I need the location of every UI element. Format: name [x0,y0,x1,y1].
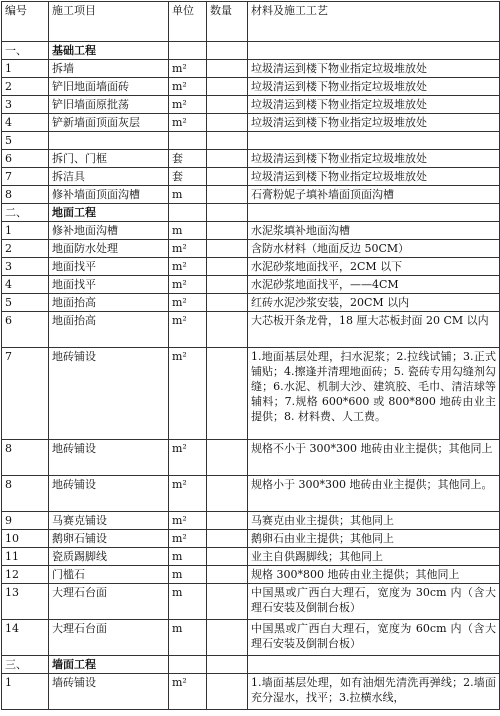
cell-no: 8 [2,476,49,512]
cell-qty [207,42,248,60]
cell-item: 大理石台面 [49,584,169,620]
cell-qty [207,240,248,258]
cell-item: 地面防水处理 [49,240,169,258]
cell-qty [207,512,248,530]
cell-no: 4 [2,276,49,294]
cell-item: 拆墙 [49,60,169,78]
cell-item: 铲旧墙面原批荡 [49,96,169,114]
cell-no: 13 [2,584,49,620]
cell-no: 14 [2,620,49,656]
cell-item: 门槛石 [49,566,169,584]
cell-unit: m² [169,674,207,710]
cell-no: 4 [2,114,49,132]
cell-no: 3 [2,96,49,114]
table-row [2,186,500,204]
cell-desc: 水泥砂浆地面找平，——4CM [248,276,500,294]
table-row [2,240,500,258]
header-desc: 材料及施工工艺 [248,2,500,42]
cell-qty [207,674,248,710]
table-row [2,548,500,566]
cell-no: 一、 [2,42,49,60]
table-row [2,674,500,710]
cell-unit: m² [169,440,207,476]
header-unit: 单位 [169,2,207,42]
cell-qty [207,530,248,548]
cell-unit: m² [169,60,207,78]
cell-unit: m [169,620,207,656]
cell-qty [207,78,248,96]
header-no: 编号 [2,2,49,42]
cell-qty [207,656,248,674]
cell-item: 墙砖铺设 [49,674,169,710]
cell-unit: 套 [169,168,207,186]
table-row [2,150,500,168]
cell-desc: 1.墙面基层处理，如有油烟先清洗再弹线；2.墙面充分湿水，找平；3.拉横水线， [248,674,500,710]
cell-qty [207,168,248,186]
cell-desc: 垃圾清运到楼下物业指定垃圾堆放处 [248,60,500,78]
cell-unit [169,204,207,222]
cell-unit: 套 [169,150,207,168]
cell-desc: 马赛克由业主提供；其他同上 [248,512,500,530]
header-item: 施工项目 [49,2,169,42]
cell-qty [207,566,248,584]
cell-qty [207,258,248,276]
cell-qty [207,222,248,240]
cell-desc: 含防水材料（地面反边 50CM） [248,240,500,258]
table-row [2,476,500,512]
cell-desc [248,132,500,150]
cell-unit: m² [169,78,207,96]
table-row [2,566,500,584]
cell-qty [207,132,248,150]
cell-qty [207,150,248,168]
cell-item: 铲旧地面墙面砖 [49,78,169,96]
cell-desc: 1.地面基层处理，扫水泥浆；2.拉线试铺；3.正式铺贴；4.擦逢并清理地面砖；5. 瓷砖专用勾缝剂勾缝；6.水泥、机制大沙、建筑胶、毛巾、清洁球等辅料；7.规格 600*600 或 800*800 地砖由业主提供；8. 材料费、人工费。 [248,348,500,440]
table-row [2,258,500,276]
cell-no: 8 [2,440,49,476]
cell-desc [248,42,500,60]
cell-no: 7 [2,348,49,440]
cell-qty [207,276,248,294]
cell-unit: m² [169,512,207,530]
header-row [2,2,500,42]
cell-no: 7 [2,168,49,186]
cell-qty [207,60,248,78]
cell-no: 5 [2,132,49,150]
cell-no: 10 [2,530,49,548]
cell-item: 基础工程 [49,42,169,60]
cell-unit: m [169,566,207,584]
cell-item: 铲新墙面顶面灰层 [49,114,169,132]
cell-desc: 水泥砂浆地面找平，2CM 以下 [248,258,500,276]
cell-desc: 规格 300*800 地砖由业主提供；其他同上 [248,566,500,584]
cell-desc: 规格不小于 300*300 地砖由业主提供；其他同上 [248,440,500,476]
cell-item: 地砖铺设 [49,476,169,512]
cell-desc: 大芯板开条龙骨，18 厘大芯板封面 20 CM 以内 [248,312,500,348]
table-row [2,584,500,620]
cell-item: 地面工程 [49,204,169,222]
cell-item: 修补地面沟槽 [49,222,169,240]
cell-item: 地面找平 [49,276,169,294]
cell-unit: m [169,186,207,204]
cell-unit: m² [169,530,207,548]
cell-desc: 垃圾清运到楼下物业指定垃圾堆放处 [248,96,500,114]
cell-qty [207,440,248,476]
cell-unit: m [169,222,207,240]
cell-qty [207,294,248,312]
cell-desc: 垃圾清运到楼下物业指定垃圾堆放处 [248,114,500,132]
cell-unit: m [169,584,207,620]
cell-desc: 中国黑或广西白大理石，宽度为 30cm 内（含大理石安装及倒制台板） [248,584,500,620]
cell-item: 鹅卵石铺设 [49,530,169,548]
table-row [2,620,500,656]
table-row [2,96,500,114]
cell-desc: 业主自供踢脚线；其他同上 [248,548,500,566]
cell-desc: 垃圾清运到楼下物业指定垃圾堆放处 [248,150,500,168]
cell-qty [207,348,248,440]
cell-no: 3 [2,258,49,276]
cell-no: 12 [2,566,49,584]
cell-item: 修补墙面顶面沟槽 [49,186,169,204]
cell-desc: 鹅卵石由业主提供；其他同上 [248,530,500,548]
cell-no: 8 [2,186,49,204]
cell-desc [248,204,500,222]
table-row [2,512,500,530]
cell-unit: m² [169,276,207,294]
cell-desc [248,656,500,674]
cell-desc: 中国黑或广西白大理石，宽度为 60cm 内（含大理石安装及倒制台板） [248,620,500,656]
cell-qty [207,114,248,132]
cell-item: 大理石台面 [49,620,169,656]
cell-desc: 水泥浆填补地面沟槽 [248,222,500,240]
cell-item: 地砖铺设 [49,440,169,476]
table-row [2,222,500,240]
cell-unit: m² [169,294,207,312]
cell-qty [207,312,248,348]
cell-no: 1 [2,674,49,710]
cell-qty [207,548,248,566]
cell-desc: 规格小于 300*300 地砖由业主提供；其他同上。 [248,476,500,512]
cell-item: 拆门、门框 [49,150,169,168]
table-row [2,276,500,294]
cell-unit: m² [169,476,207,512]
table-row [2,440,500,476]
cell-qty [207,620,248,656]
cell-unit: m² [169,312,207,348]
cell-item: 地面找平 [49,258,169,276]
cell-unit: m² [169,240,207,258]
cell-no: 2 [2,240,49,258]
cell-no: 2 [2,78,49,96]
cell-item [49,132,169,150]
construction-items-table [1,1,500,710]
cell-desc: 垃圾清运到楼下物业指定垃圾堆放处 [248,168,500,186]
cell-unit: m² [169,348,207,440]
cell-item: 拆洁具 [49,168,169,186]
cell-desc: 红砖水泥沙浆安装，20CM 以内 [248,294,500,312]
table-row [2,60,500,78]
cell-item: 瓷质踢脚线 [49,548,169,566]
cell-no: 9 [2,512,49,530]
cell-unit [169,656,207,674]
cell-unit: m² [169,96,207,114]
cell-qty [207,584,248,620]
cell-no: 三、 [2,656,49,674]
cell-unit [169,42,207,60]
cell-qty [207,96,248,114]
table-row [2,78,500,96]
cell-no: 6 [2,150,49,168]
section-row [2,42,500,60]
cell-desc: 垃圾清运到楼下物业指定垃圾堆放处 [248,78,500,96]
cell-item: 墙面工程 [49,656,169,674]
cell-unit: m² [169,258,207,276]
table-row [2,348,500,440]
cell-no: 6 [2,312,49,348]
table-row [2,168,500,186]
cell-item: 地面抬高 [49,312,169,348]
cell-item: 马赛克铺设 [49,512,169,530]
cell-item: 地面抬高 [49,294,169,312]
cell-no: 11 [2,548,49,566]
table-row [2,114,500,132]
table-body [2,2,500,710]
table-row [2,132,500,150]
cell-unit: m [169,548,207,566]
section-row [2,656,500,674]
cell-no: 二、 [2,204,49,222]
table-row [2,312,500,348]
cell-no: 1 [2,222,49,240]
cell-unit [169,132,207,150]
cell-no: 1 [2,60,49,78]
cell-qty [207,204,248,222]
cell-desc: 石膏粉妮子填补墙面顶面沟槽 [248,186,500,204]
header-qty: 数量 [207,2,248,42]
table-row [2,294,500,312]
cell-item: 地砖铺设 [49,348,169,440]
cell-qty [207,186,248,204]
table-row [2,530,500,548]
cell-unit: m² [169,114,207,132]
cell-qty [207,476,248,512]
section-row [2,204,500,222]
cell-no: 5 [2,294,49,312]
